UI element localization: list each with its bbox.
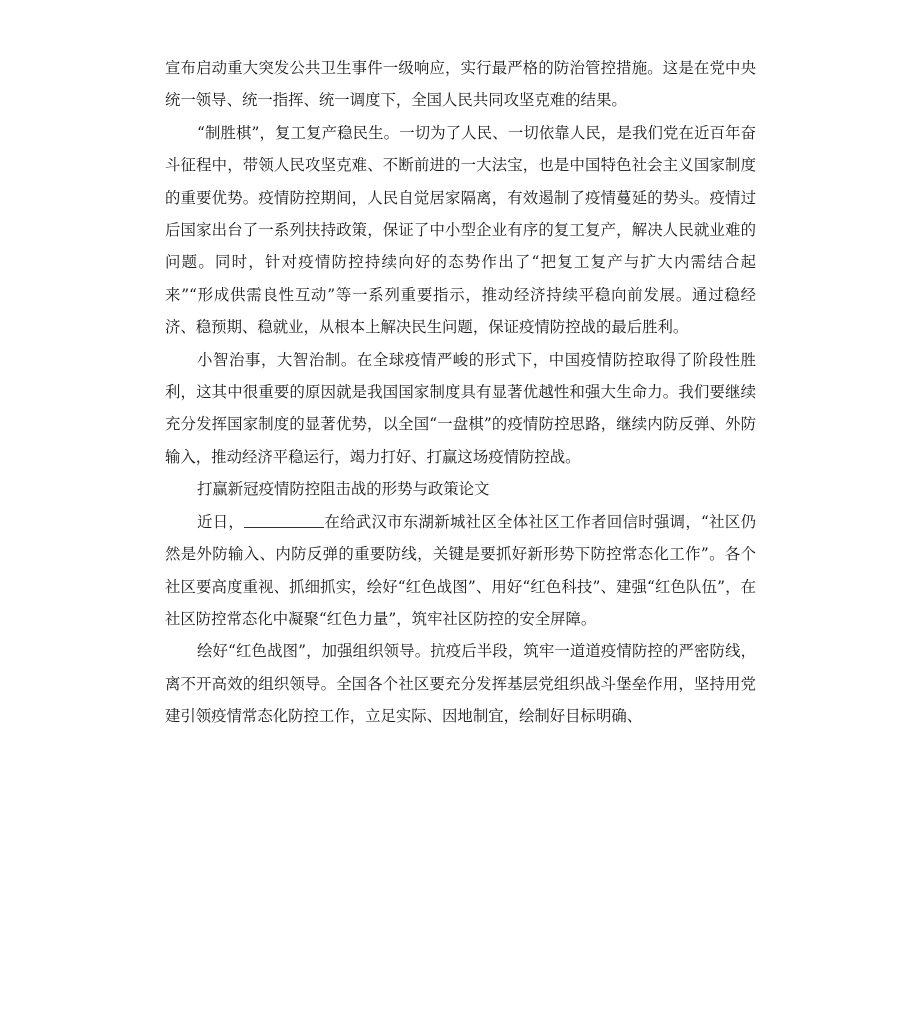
paragraph-3: 小智治事，大智治制。在全球疫情严峻的形式下，中国疫情防控取得了阶段性胜利，这其中很重要的原因就是我国国家制度具有显著优越性和强大生命力。我们要继续充分发挥国家制度的显著优势，以全国“一盘棋”的疫情防控思路，继续内防反弹、外防输入，推动经济平稳运行，竭力打好、打赢这场疫情防控战。 (165, 350, 756, 466)
document-page (165, 52, 756, 733)
paragraph-4-lead: 近日， (197, 512, 245, 531)
paragraph-4 (165, 506, 756, 636)
section-heading: 打赢新冠疫情防控阻击战的形势与政策论文 (197, 480, 490, 499)
blank-underline (244, 513, 324, 528)
paragraph-5: 绘好“红色战图”，加强组织领导。抗疫后半段，筑牢一道道疫情防控的严密防线，离不开高效的组织领导。全国各个社区要充分发挥基层党组织战斗堡垒作用，坚持用党建引领疫情常态化防控工作，立足实际、因地制宜，绘制好目标明确、 (165, 642, 756, 726)
paragraph-4-rest: 在给武汉市东湖新城社区全体社区工作者回信时强调，“社区仍然是外防输入、内防反弹的重要防线，关键是要抓好新形势下防控常态化工作”。各个社区要高度重视、抓细抓实，绘好“红色战图”、用好“红色科技”、建强“红色队伍”，在社区防控常态化中凝聚“红色力量”，筑牢社区防控的安全屏障。 (165, 512, 756, 628)
paragraph-2: “制胜棋”，复工复产稳民生。一切为了人民、一切依靠人民，是我们党在近百年奋斗征程中，带领人民攻坚克难、不断前进的一大法宝，也是中国特色社会主义国家制度的重要优势。疫情防控期间，人民自觉居家隔离，有效遏制了疫情蔓延的势头。疫情过后国家出台了一系列扶持政策，保证了中小型企业有序的复工复产，解决人民就业难的问题。同时，针对疫情防控持续向好的态势作出了“把复工复产与扩大内需结合起来”“形成供需良性互动”等一系列重要指示，推动经济持续平稳向前发展。通过稳经济、稳预期、稳就业，从根本上解决民生问题，保证疫情防控战的最后胜利。 (165, 123, 756, 337)
paragraph-1: 宣布启动重大突发公共卫生事件一级响应，实行最严格的防治管控措施。这是在党中央统一领导、统一指挥、统一调度下，全国人民共同攻坚克难的结果。 (165, 59, 756, 110)
